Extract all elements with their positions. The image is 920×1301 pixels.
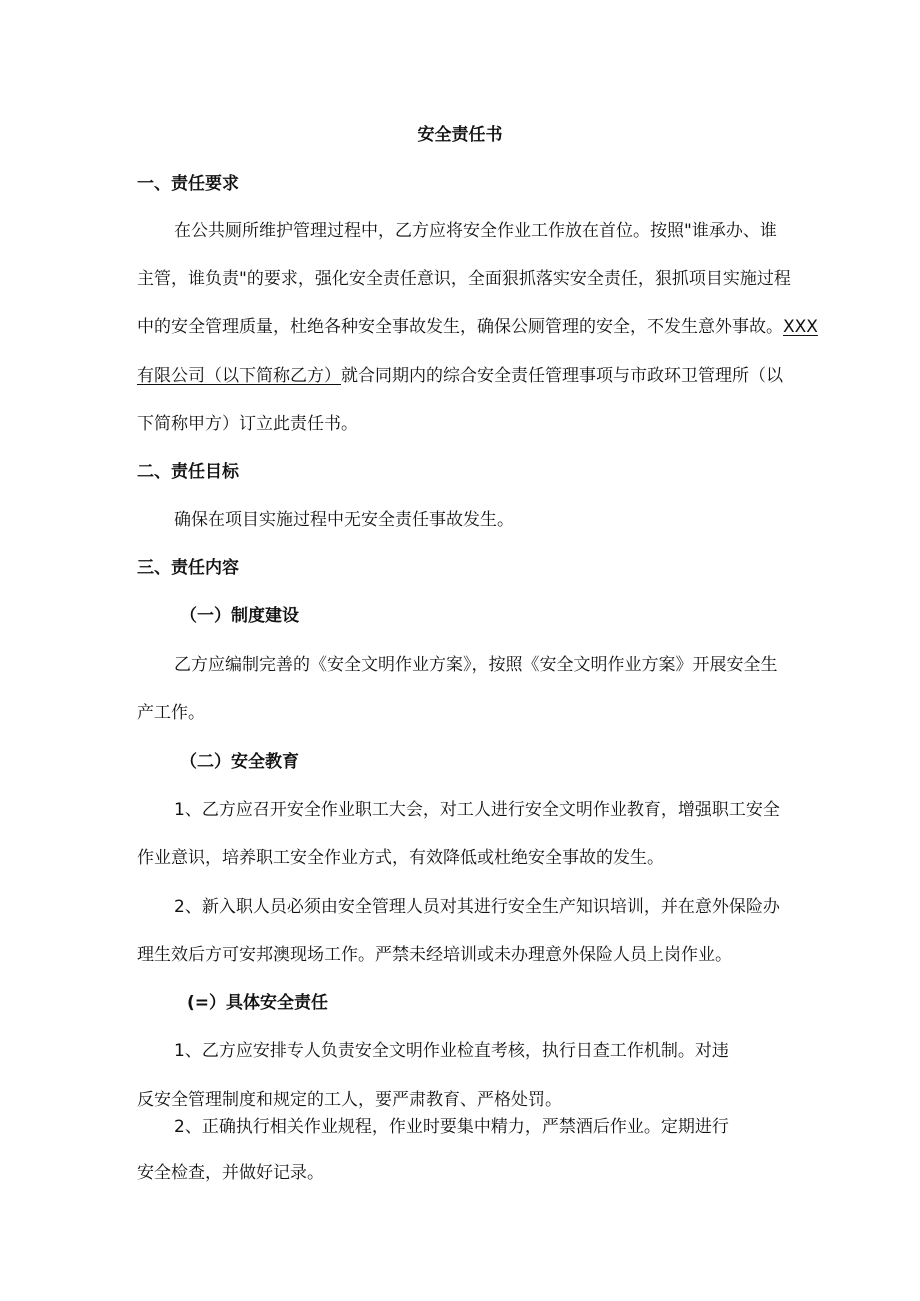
section1-line-5: 下简称甲方）订立此责任书。: [137, 414, 358, 434]
section1-line-3: [137, 315, 818, 339]
section1-line-2: 主管，谁负责"的要求，强化安全责任意识，全面狠抓落实安全责任，狠抓项目实施过程: [137, 269, 791, 289]
company-name-part-a: XXX: [783, 317, 818, 337]
subsection3-item1-line-2: 反安全管理制度和规定的工人，要严肃教育、严格处罚。: [137, 1090, 562, 1110]
subsection1-heading: （一）制度建设: [180, 606, 299, 626]
company-name-part-b: 有限公司（以下简称乙方）: [137, 366, 341, 386]
section2-text: 确保在项目实施过程中无安全责任事故发生。: [174, 510, 514, 530]
section3-heading: 三、责任内容: [137, 558, 239, 578]
subsection3-item1-line-1: 1、乙方应安排专人负责安全文明作业检直考核，执行日查工作机制。对违: [174, 1041, 729, 1061]
document-title: 安全责任书: [417, 125, 503, 145]
section1-line-1: 在公共厕所维护管理过程中，乙方应将安全作业工作放在首位。按照"谁承办、谁: [174, 221, 777, 241]
subsection3-item2-line-2: 安全检查，并做好记录。: [137, 1163, 324, 1183]
subsection1-line-1: 乙方应编制完善的《安全文明作业方案》，按照《安全文明作业方案》开展安全生: [174, 655, 778, 675]
subsection1-line-2: 产工作。: [137, 703, 205, 723]
subsection3-item2-line-1: 2、正确执行相关作业规程，作业时要集中精力，严禁酒后作业。定期进行: [174, 1117, 729, 1137]
subsection2-item1-line-2: 作业意识，培养职工安全作业方式，有效降低或杜绝安全事故的发生。: [137, 848, 664, 868]
subsection2-item1-line-1: 1、乙方应召开安全作业职工大会，对工人进行安全文明作业教育，增强职工安全: [174, 800, 780, 820]
subsection3-heading: (=）具体安全责任: [187, 993, 329, 1013]
subsection2-item2-line-1: 2、新入职人员必须由安全管理人员对其进行安全生产知识培训，并在意外保险办: [174, 897, 780, 917]
subsection2-heading: （二）安全教育: [180, 752, 299, 772]
section1-line-4-text: 就合同期内的综合安全责任管理事项与市政环卫管理所（以: [341, 366, 783, 386]
section1-heading: 一、责任要求: [137, 174, 239, 194]
section1-line-3-text: 中的安全管理质量，杜绝各种安全事故发生，确保公厕管理的安全，不发生意外事故。: [137, 317, 783, 337]
section1-line-4: [137, 364, 783, 388]
subsection2-item2-line-2: 理生效后方可安邦澳现场工作。严禁未经培训或未办理意外保险人员上岗作业。: [137, 945, 732, 965]
section2-heading: 二、责任目标: [137, 462, 239, 482]
